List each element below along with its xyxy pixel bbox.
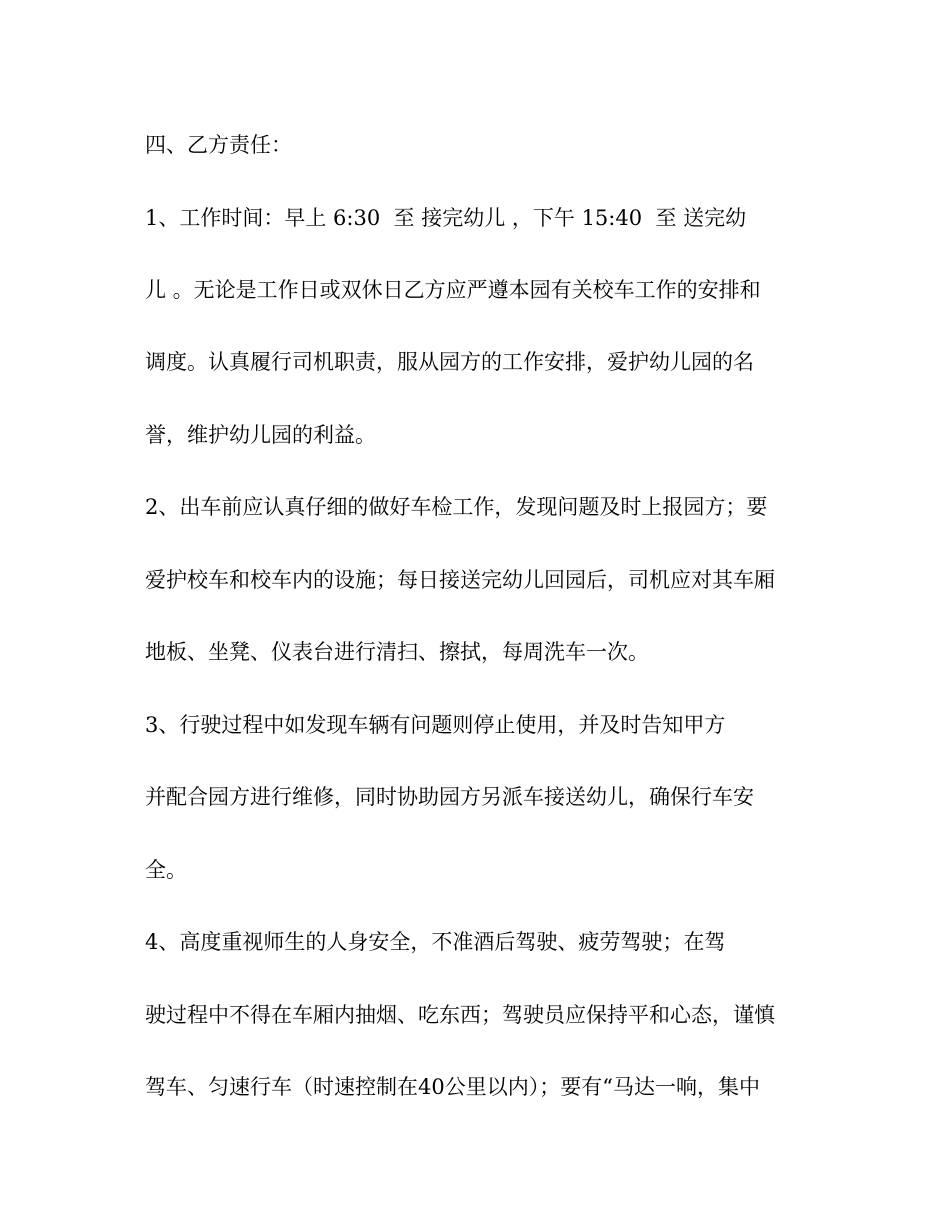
- section-heading: 四、乙方责任：: [145, 133, 292, 157]
- paragraph-line: 儿 。无论是工作日或双休日乙方应严遵本园有关校车工作的安排和: [145, 278, 761, 302]
- paragraph-line: 4、高度重视师生的人身安全，不准酒后驾驶、疲劳驾驶；在驾: [145, 930, 726, 954]
- paragraph-line: 驾车、匀速行车（时速控制在40公里以内）；要有“马达一响，集中: [145, 1075, 760, 1099]
- paragraph-line: 全。: [145, 858, 187, 882]
- paragraph-line: 誉，维护幼儿园的利益。: [145, 423, 376, 447]
- paragraph-line: 驶过程中不得在车厢内抽烟、吃东西；驾驶员应保持平和心态，谨慎: [145, 1003, 775, 1027]
- paragraph-line: 爱护校车和校车内的设施；每日接送完幼儿回园后，司机应对其车厢: [145, 568, 775, 592]
- paragraph-line: 并配合园方进行维修，同时协助园方另派车接送幼儿，确保行车安: [145, 785, 754, 809]
- paragraph-line: 1、工作时间：早上 6:30 至 接完幼儿 ，下午 15:40 至 送完幼: [145, 206, 747, 230]
- paragraph-line: 调度。认真履行司机职责，服从园方的工作安排，爱护幼儿园的名: [145, 350, 754, 374]
- paragraph-line: 地板、坐凳、仪表台进行清扫、擦拭，每周洗车一次。: [145, 640, 649, 664]
- paragraph-line: 2、出车前应认真仔细的做好车检工作，发现问题及时上报园方；要: [145, 495, 768, 519]
- paragraph-line: 3、行驶过程中如发现车辆有问题则停止使用，并及时告知甲方: [145, 713, 726, 737]
